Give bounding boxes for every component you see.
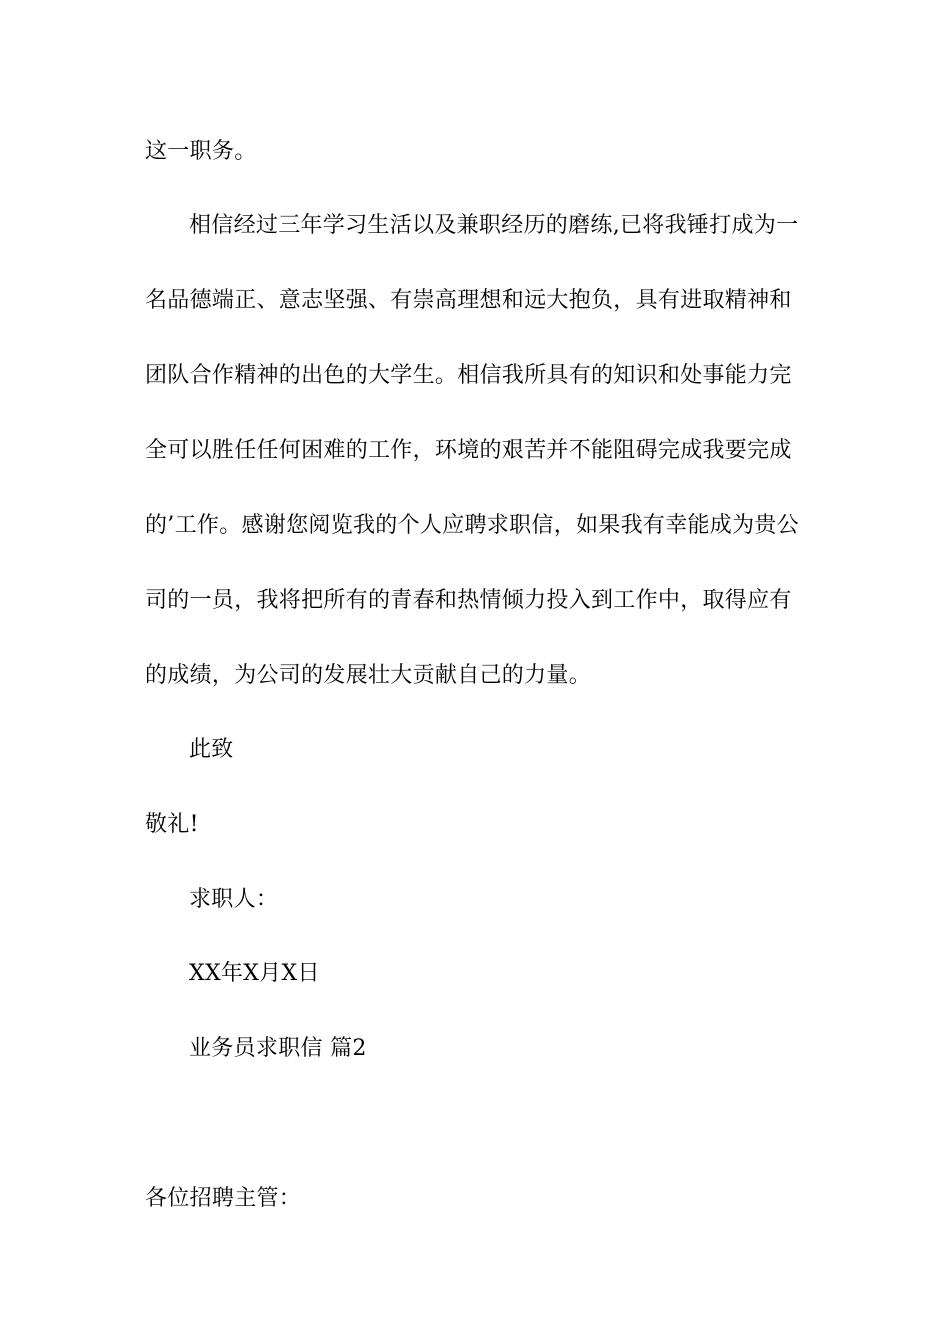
paragraph-line: 司的一员，我将把所有的青春和热情倾力投入到工作中，取得应有 [145, 588, 792, 613]
paragraph-line: 的成绩，为公司的发展壮大贡献自己的力量。 [145, 663, 592, 688]
date-line: XX年X月X日 [189, 961, 320, 986]
paragraph-line: 团队合作精神的出色的大学生。相信我所具有的知识和处事能力完 [145, 363, 792, 388]
paragraph-line: 的’工作。感谢您阅览我的个人应聘求职信，如果我有幸能成为贵公 [145, 513, 799, 538]
paragraph-line: 这一职务。 [145, 139, 257, 164]
paragraph-line: 名品德端正、意志坚强、有崇高理想和远大抱负，具有进取精神和 [145, 288, 792, 313]
closing-regards: 敬礼! [145, 812, 199, 837]
paragraph-line: 全可以胜任任何困难的工作，环境的艰苦并不能阻碍完成我要完成 [145, 438, 792, 463]
applicant-label: 求职人： [189, 887, 279, 912]
closing-salutation: 此致 [189, 737, 234, 762]
greeting-line: 各位招聘主管： [145, 1186, 302, 1211]
section-heading: 业务员求职信 篇2 [189, 1036, 367, 1061]
paragraph-line: 相信经过三年学习生活以及兼职经历的磨练,已将我锤打成为一 [189, 213, 799, 238]
